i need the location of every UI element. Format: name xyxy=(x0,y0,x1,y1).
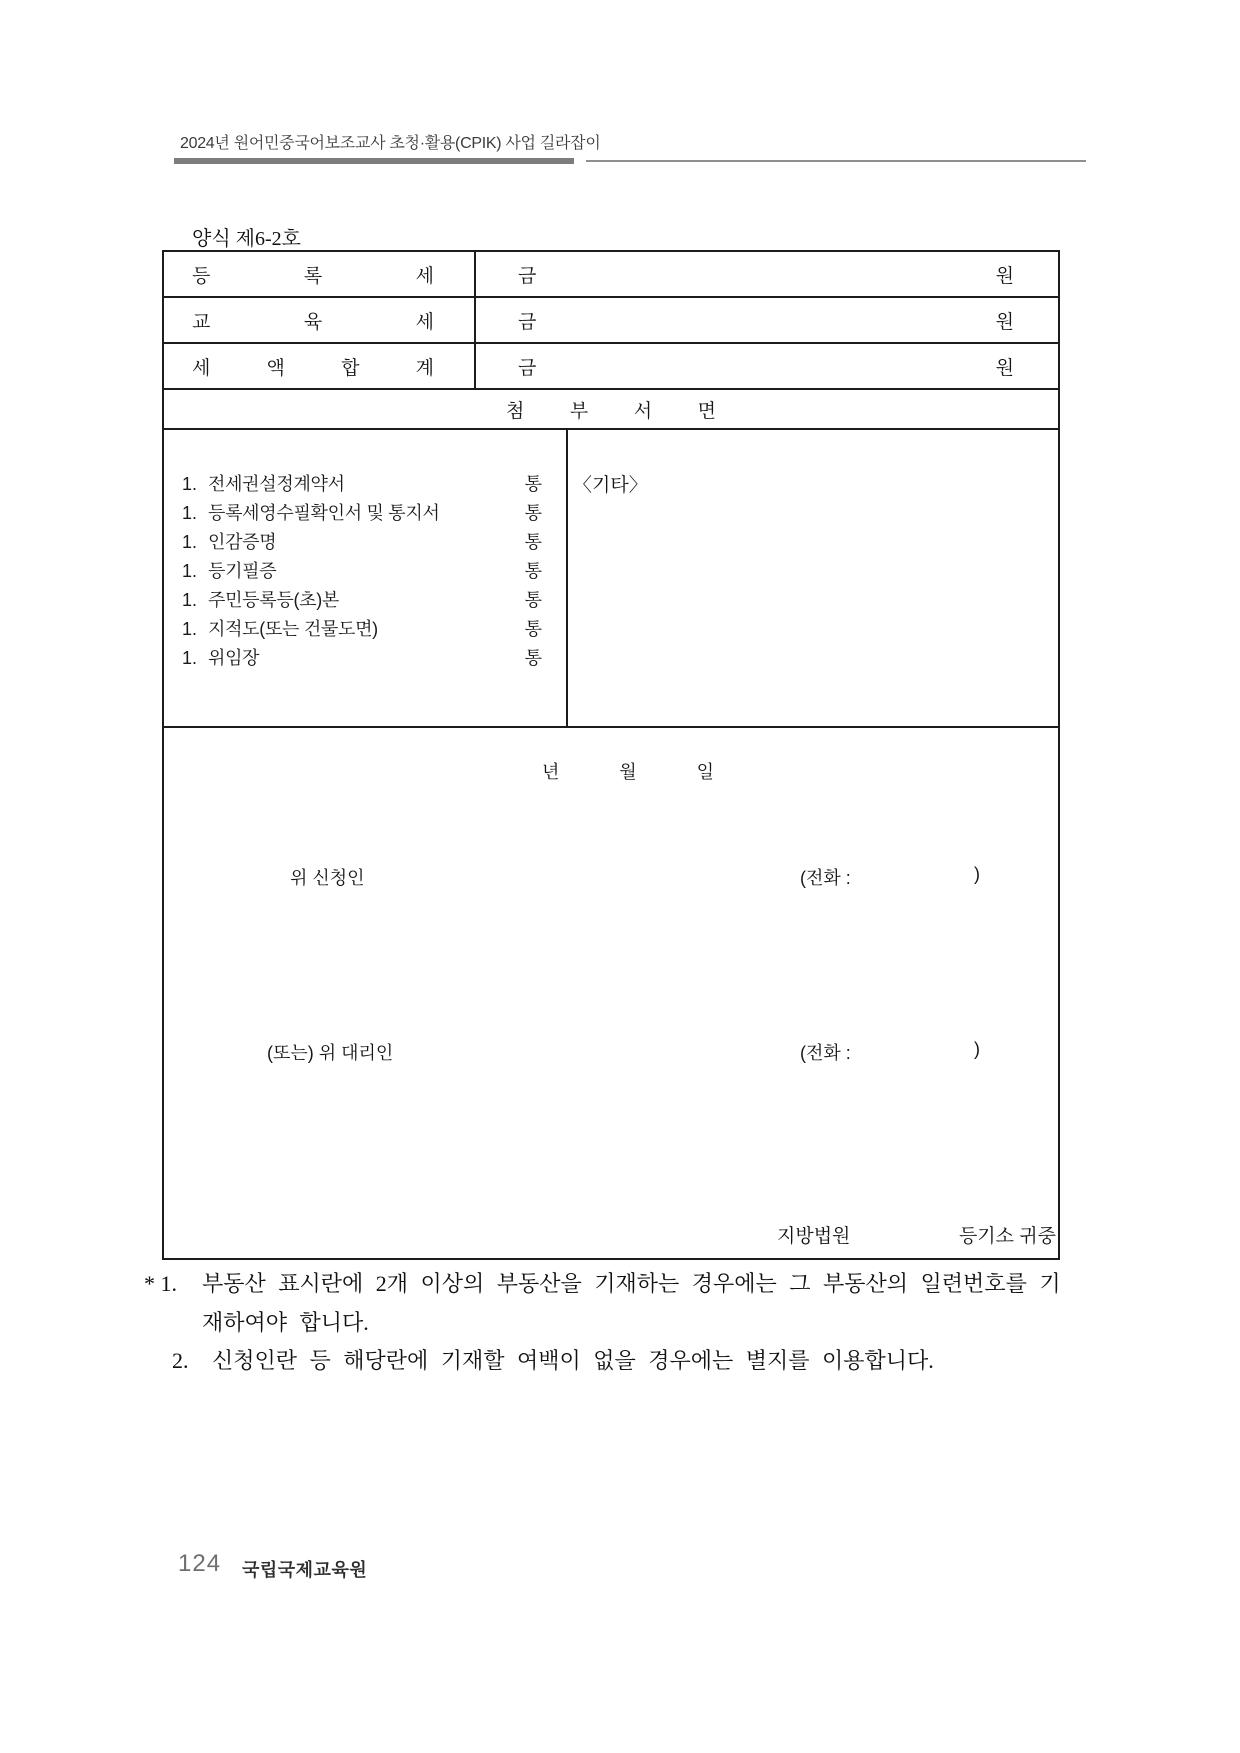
spaced-char: 록 xyxy=(303,265,323,287)
attachment-number: 1. xyxy=(182,532,198,552)
attachment-count-unit: 통 xyxy=(524,648,542,668)
attachment-count-unit: 통 xyxy=(524,532,542,552)
footnote-line-2 xyxy=(202,1308,369,1338)
court-row xyxy=(164,1221,1058,1247)
attachments-list xyxy=(164,430,568,726)
attachment-name: 인감증명 xyxy=(208,532,277,552)
attachment-name: 주민등록등(초)본 xyxy=(208,590,340,610)
attachment-count-unit: 통 xyxy=(524,503,542,523)
spaced-char: 세 xyxy=(415,265,434,287)
spaced-char: 계 xyxy=(415,357,434,379)
phone-open: (전화 : xyxy=(800,1043,851,1063)
agent-label: (또는) 위 대리인 xyxy=(267,1043,394,1063)
spaced-char: 부 xyxy=(569,400,589,422)
tax-row-education xyxy=(164,298,1058,344)
spaced-char: 교 xyxy=(192,311,211,333)
etc-label: 〈기타〉 xyxy=(573,475,648,496)
footnote-text: 재하여야 합니다. xyxy=(202,1310,369,1335)
signature-section xyxy=(164,728,1058,1258)
publisher-name: 국립국제교육원 xyxy=(242,1560,368,1580)
spaced-char: 육 xyxy=(303,311,323,333)
tax-row-value xyxy=(476,252,1058,296)
applicant-label: 위 신청인 xyxy=(290,868,365,888)
spaced-char: 면 xyxy=(697,400,716,422)
attachment-count-unit: 통 xyxy=(524,619,542,639)
footnote-text: 부동산 표시란에 2개 이상의 부동산을 기재하는 경우에는 그 부동산의 일련번호를 기 xyxy=(202,1271,1061,1296)
attachment-number: 1. xyxy=(182,590,198,610)
etc-cell xyxy=(568,430,1058,726)
agent-row xyxy=(164,1039,1058,1065)
phone-open: (전화 : xyxy=(800,868,851,888)
tax-row-registration xyxy=(164,252,1058,298)
attachment-item xyxy=(182,470,542,499)
attachment-item xyxy=(182,586,542,615)
amount-prefix: 금 xyxy=(518,265,537,287)
attachment-item xyxy=(182,557,542,586)
footnote-marker: * 1. xyxy=(144,1271,177,1296)
applicant-row xyxy=(164,864,1058,890)
footnote-line-3 xyxy=(172,1346,934,1376)
tax-row-label xyxy=(164,252,476,296)
amount-unit: 원 xyxy=(995,265,1014,287)
tax-row-total xyxy=(164,344,1058,390)
phone-close: ) xyxy=(974,864,980,884)
tax-row-label xyxy=(164,344,476,388)
attachment-count-unit: 통 xyxy=(524,590,542,610)
spaced-char: 일 xyxy=(696,762,714,782)
attachment-number: 1. xyxy=(182,561,198,581)
amount-prefix: 금 xyxy=(518,311,537,333)
spaced-char: 액 xyxy=(266,357,285,379)
footnote-marker: 2. xyxy=(172,1348,189,1373)
attachment-number: 1. xyxy=(182,474,198,494)
spaced-char: 등 xyxy=(192,265,211,287)
spaced-char: 년 xyxy=(542,762,560,782)
attachment-count-unit: 통 xyxy=(524,474,542,494)
spaced-char: 합 xyxy=(341,357,360,379)
spaced-char: 서 xyxy=(633,400,653,422)
phone-close: ) xyxy=(974,1039,980,1059)
attachment-item xyxy=(182,615,542,644)
attachment-name: 전세권설정계약서 xyxy=(208,474,345,494)
amount-prefix: 금 xyxy=(518,357,537,379)
spaced-char: 세 xyxy=(192,357,211,379)
spaced-char: 세 xyxy=(415,311,434,333)
footnote-line-1 xyxy=(144,1269,1061,1299)
tax-row-label xyxy=(164,298,476,342)
registration-form-table xyxy=(162,250,1060,1260)
attachment-number: 1. xyxy=(182,619,198,639)
header-rule-thin xyxy=(586,160,1086,162)
attachment-count-unit: 통 xyxy=(524,561,542,581)
page-number: 124 xyxy=(178,1550,222,1577)
booklet-title: 2024년 원어민중국어보조교사 초청·활용(CPIK) 사업 길라잡이 xyxy=(180,135,601,152)
amount-unit: 원 xyxy=(995,311,1014,333)
attachment-item xyxy=(182,528,542,557)
registry-office: 등기소 귀중 xyxy=(958,1226,1056,1247)
attachment-name: 지적도(또는 건물도면) xyxy=(208,619,378,639)
attachment-item xyxy=(182,499,542,528)
footnote-text: 신청인란 등 해당란에 기재할 여백이 없을 경우에는 별지를 이용합니다. xyxy=(212,1348,934,1373)
attachment-name: 위임장 xyxy=(208,648,260,668)
attachment-number: 1. xyxy=(182,648,198,668)
tax-row-value xyxy=(476,344,1058,388)
form-number-label: 양식 제6-2호 xyxy=(192,228,301,250)
header-rule-thick xyxy=(174,158,574,164)
attachment-name: 등기필증 xyxy=(208,561,277,581)
tax-row-value xyxy=(476,298,1058,342)
attachments-section xyxy=(164,430,1058,728)
attachment-item xyxy=(182,644,542,673)
court-name: 지방법원 xyxy=(777,1226,851,1247)
spaced-char: 첨 xyxy=(506,400,525,422)
attachments-header-row xyxy=(164,390,1058,430)
attachments-header xyxy=(506,396,716,423)
applicant-phone xyxy=(800,864,980,890)
date-line xyxy=(542,758,714,784)
attachment-number: 1. xyxy=(182,503,198,523)
spaced-char: 월 xyxy=(619,762,637,782)
amount-unit: 원 xyxy=(995,357,1014,379)
attachment-name: 등록세영수필확인서 및 통지서 xyxy=(208,503,440,523)
agent-phone xyxy=(800,1039,980,1065)
